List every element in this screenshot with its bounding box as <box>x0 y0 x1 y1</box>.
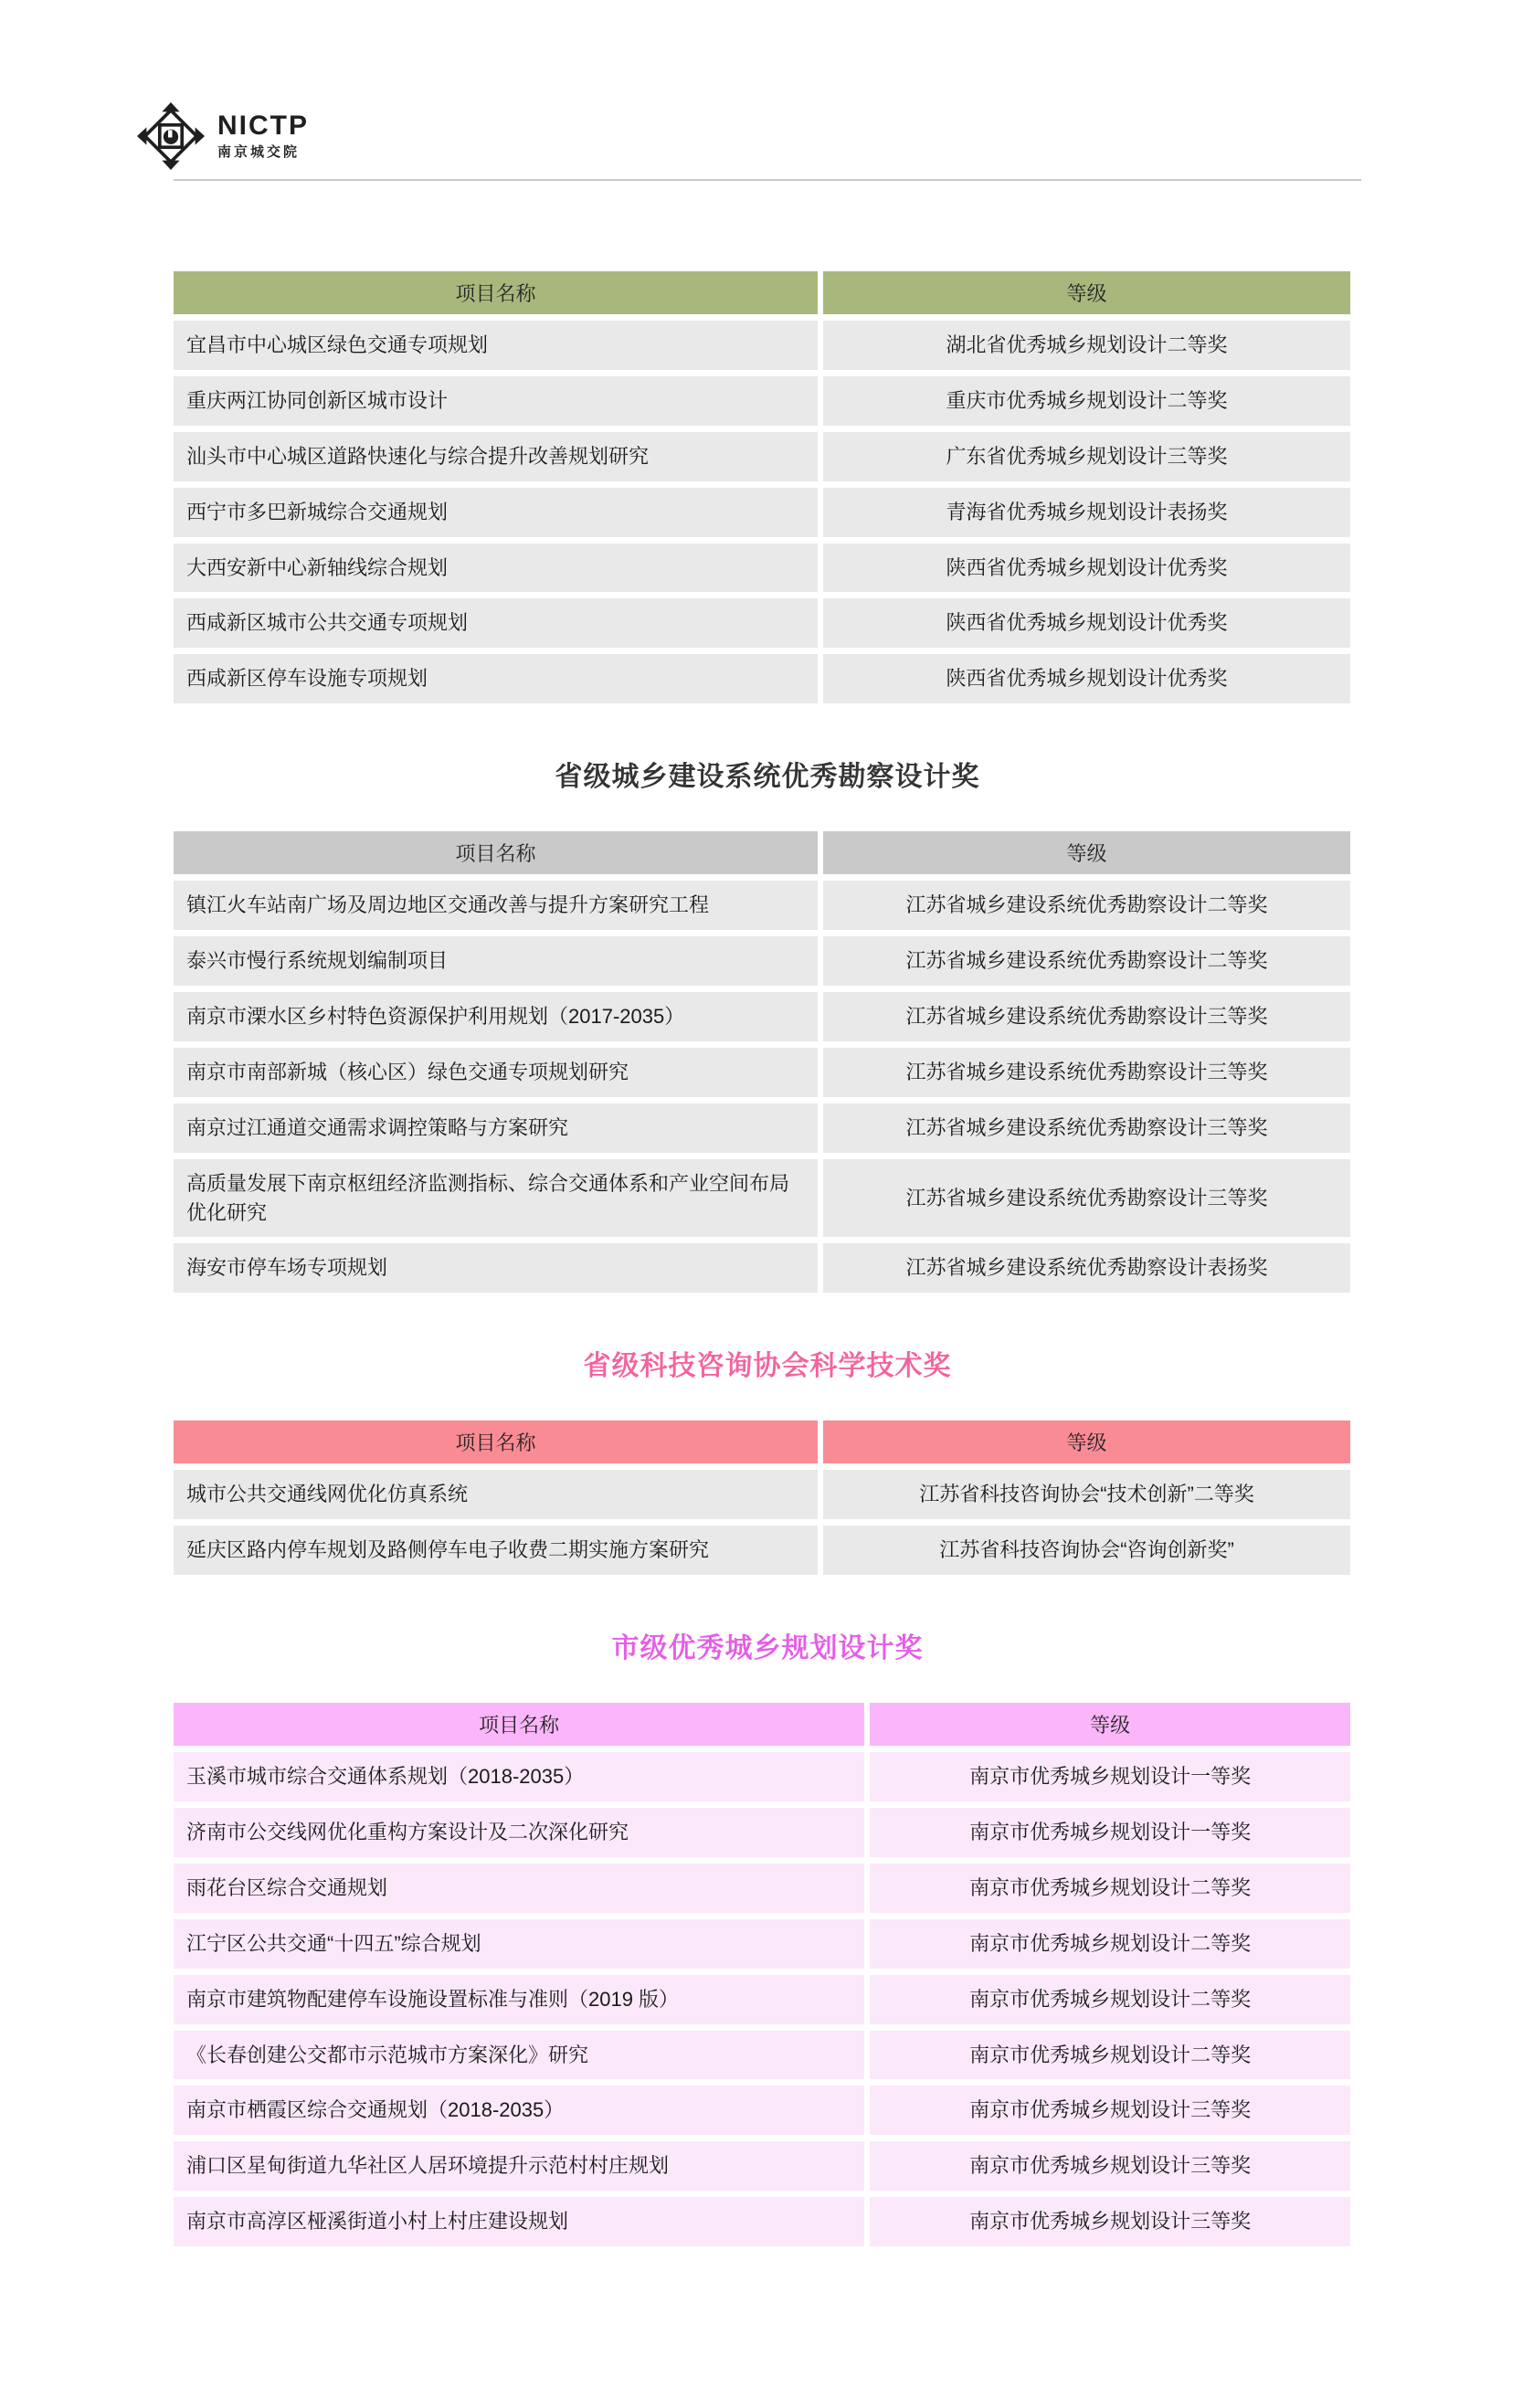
project-name-cell: 南京市南部新城（核心区）绿色交通专项规划研究 <box>174 1048 818 1097</box>
table-header-row <box>174 831 1350 874</box>
table-row <box>174 1975 1350 2024</box>
project-name-cell: 济南市公交线网优化重构方案设计及二次深化研究 <box>174 1808 864 1857</box>
grade-cell: 江苏省科技咨询协会“咨询创新奖” <box>823 1526 1350 1575</box>
grade-cell: 江苏省城乡建设系统优秀勘察设计二等奖 <box>823 936 1350 986</box>
table-row <box>174 2031 1350 2080</box>
project-name-cell: 西咸新区停车设施专项规划 <box>174 654 818 703</box>
table-row <box>174 654 1350 703</box>
project-name-cell: 西宁市多巴新城综合交通规划 <box>174 488 818 537</box>
project-name-cell: 宜昌市中心城区绿色交通专项规划 <box>174 321 818 370</box>
column-header-grade: 等级 <box>823 271 1350 314</box>
project-name-cell: 南京过江通道交通需求调控策略与方案研究 <box>174 1104 818 1153</box>
project-name-cell: 南京市高淳区桠溪街道小村上村庄建设规划 <box>174 2197 864 2246</box>
grade-cell: 陕西省优秀城乡规划设计优秀奖 <box>823 544 1350 593</box>
project-name-cell: 泰兴市慢行系统规划编制项目 <box>174 936 818 986</box>
scitech-consulting-awards-table <box>168 1414 1356 1581</box>
logo-text <box>217 111 309 162</box>
survey-design-awards-table <box>168 825 1356 1299</box>
table-row <box>174 1048 1350 1097</box>
column-header-grade: 等级 <box>870 1703 1350 1746</box>
project-name-cell: 高质量发展下南京枢纽经济监测指标、综合交通体系和产业空间布局优化研究 <box>174 1159 818 1238</box>
table-row <box>174 1526 1350 1575</box>
project-name-cell: 重庆两江协同创新区城市设计 <box>174 376 818 426</box>
grade-cell: 江苏省城乡建设系统优秀勘察设计三等奖 <box>823 1048 1350 1097</box>
grade-cell: 江苏省城乡建设系统优秀勘察设计三等奖 <box>823 1159 1350 1238</box>
table-row <box>174 1864 1350 1913</box>
project-name-cell: 延庆区路内停车规划及路侧停车电子收费二期实施方案研究 <box>174 1526 818 1575</box>
grade-cell: 青海省优秀城乡规划设计表扬奖 <box>823 488 1350 537</box>
table-row <box>174 1752 1350 1801</box>
table-header-row <box>174 1703 1350 1746</box>
grade-cell: 陕西省优秀城乡规划设计优秀奖 <box>823 598 1350 648</box>
grade-cell: 南京市优秀城乡规划设计三等奖 <box>870 2197 1350 2246</box>
table-row <box>174 1919 1350 1969</box>
column-header-project-name: 项目名称 <box>174 1421 818 1463</box>
section-title-survey-design: 省级城乡建设系统优秀勘察设计奖 <box>555 762 980 793</box>
table-row <box>174 1808 1350 1857</box>
nictp-logo-icon <box>137 102 205 170</box>
grade-cell: 南京市优秀城乡规划设计一等奖 <box>870 1752 1350 1801</box>
grade-cell: 江苏省城乡建设系统优秀勘察设计三等奖 <box>823 992 1350 1041</box>
grade-cell: 江苏省城乡建设系统优秀勘察设计表扬奖 <box>823 1243 1350 1293</box>
grade-cell: 湖北省优秀城乡规划设计二等奖 <box>823 321 1350 370</box>
provincial-planning-awards-table <box>168 265 1356 710</box>
project-name-cell: 海安市停车场专项规划 <box>174 1243 818 1293</box>
project-name-cell: 南京市溧水区乡村特色资源保护利用规划（2017-2035） <box>174 992 818 1041</box>
grade-cell: 陕西省优秀城乡规划设计优秀奖 <box>823 654 1350 703</box>
grade-cell: 南京市优秀城乡规划设计三等奖 <box>870 2141 1350 2191</box>
grade-cell: 江苏省城乡建设系统优秀勘察设计三等奖 <box>823 1104 1350 1153</box>
section-title-municipal-planning: 市级优秀城乡规划设计奖 <box>611 1633 924 1664</box>
grade-cell: 南京市优秀城乡规划设计二等奖 <box>870 1975 1350 2024</box>
section-scitech-consulting-awards <box>174 1343 1361 1581</box>
table-row <box>174 432 1350 481</box>
table-row <box>174 321 1350 370</box>
grade-cell: 南京市优秀城乡规划设计二等奖 <box>870 1864 1350 1913</box>
project-name-cell: 汕头市中心城区道路快速化与综合提升改善规划研究 <box>174 432 818 481</box>
header-divider <box>174 179 1361 181</box>
logo-subbrand-text: 南京城交院 <box>217 144 301 161</box>
table-row <box>174 598 1350 648</box>
table-row <box>174 936 1350 986</box>
project-name-cell: 南京市栖霞区综合交通规划（2018-2035） <box>174 2086 864 2135</box>
table-row <box>174 992 1350 1041</box>
grade-cell: 南京市优秀城乡规划设计一等奖 <box>870 1808 1350 1857</box>
section-title-scitech-consulting: 省级科技咨询协会科学技术奖 <box>583 1351 952 1382</box>
table-row <box>174 2197 1350 2246</box>
project-name-cell: 大西安新中心新轴线综合规划 <box>174 544 818 593</box>
table-row <box>174 1159 1350 1238</box>
section-municipal-planning-awards <box>174 1625 1361 2253</box>
logo <box>137 102 1361 170</box>
table-row <box>174 1104 1350 1153</box>
section-survey-design-awards <box>174 754 1361 1299</box>
table-row <box>174 488 1350 537</box>
municipal-planning-awards-table <box>168 1696 1356 2253</box>
project-name-cell: 西咸新区城市公共交通专项规划 <box>174 598 818 648</box>
grade-cell: 南京市优秀城乡规划设计二等奖 <box>870 2031 1350 2080</box>
column-header-grade: 等级 <box>823 1421 1350 1463</box>
project-name-cell: 镇江火车站南广场及周边地区交通改善与提升方案研究工程 <box>174 881 818 930</box>
table-row <box>174 2141 1350 2191</box>
grade-cell: 广东省优秀城乡规划设计三等奖 <box>823 432 1350 481</box>
table-row <box>174 376 1350 426</box>
table-row <box>174 1470 1350 1519</box>
table-row <box>174 881 1350 930</box>
column-header-project-name: 项目名称 <box>174 831 818 874</box>
project-name-cell: 浦口区星甸街道九华社区人居环境提升示范村村庄规划 <box>174 2141 864 2191</box>
column-header-grade: 等级 <box>823 831 1350 874</box>
table-header-row <box>174 271 1350 314</box>
project-name-cell: 玉溪市城市综合交通体系规划（2018-2035） <box>174 1752 864 1801</box>
section-provincial-planning-awards <box>174 265 1361 710</box>
table-header-row <box>174 1421 1350 1463</box>
grade-cell: 江苏省科技咨询协会“技术创新”二等奖 <box>823 1470 1350 1519</box>
project-name-cell: 《长春创建公交都市示范城市方案深化》研究 <box>174 2031 864 2080</box>
awards-content <box>174 265 1361 2408</box>
project-name-cell: 南京市建筑物配建停车设施设置标准与准则（2019 版） <box>174 1975 864 2024</box>
table-row <box>174 1243 1350 1293</box>
column-header-project-name: 项目名称 <box>174 1703 864 1746</box>
column-header-project-name: 项目名称 <box>174 271 818 314</box>
grade-cell: 南京市优秀城乡规划设计三等奖 <box>870 2086 1350 2135</box>
grade-cell: 重庆市优秀城乡规划设计二等奖 <box>823 376 1350 426</box>
logo-brand-text: NICTP <box>217 110 309 141</box>
project-name-cell: 城市公共交通线网优化仿真系统 <box>174 1470 818 1519</box>
project-name-cell: 江宁区公共交通“十四五”综合规划 <box>174 1919 864 1969</box>
grade-cell: 江苏省城乡建设系统优秀勘察设计二等奖 <box>823 881 1350 930</box>
page-header <box>0 0 1533 181</box>
project-name-cell: 雨花台区综合交通规划 <box>174 1864 864 1913</box>
grade-cell: 南京市优秀城乡规划设计二等奖 <box>870 1919 1350 1969</box>
table-row <box>174 544 1350 593</box>
